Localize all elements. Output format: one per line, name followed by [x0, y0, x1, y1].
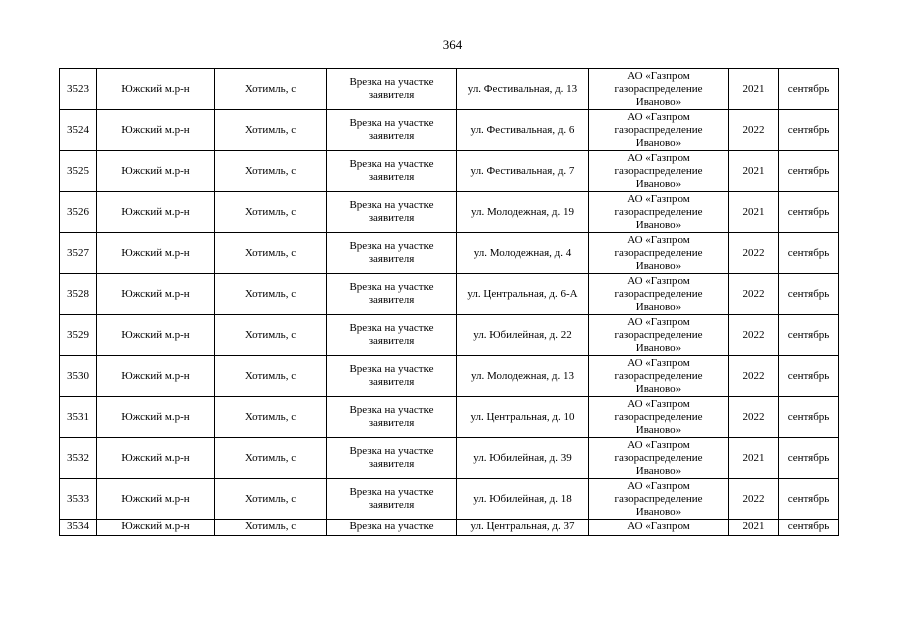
year-cell [729, 274, 779, 315]
address-cell-text: ул. Юбилейная, д. 18 [473, 492, 572, 505]
year-cell-text: 2021 [742, 164, 765, 177]
address-cell-text: ул. Центральная, д. 6-А [467, 287, 578, 300]
year-cell-text: 2021 [742, 520, 765, 532]
work-type-cell-text: Врезка на участке заявителя [349, 363, 434, 388]
work-type-cell [327, 110, 457, 151]
year-cell-text: 2022 [742, 246, 765, 259]
address-cell-text: ул. Фестивальная, д. 7 [470, 164, 575, 177]
district-cell [97, 233, 215, 274]
gas-connection-table [59, 68, 839, 536]
work-type-cell [327, 69, 457, 110]
year-cell [729, 110, 779, 151]
year-cell [729, 520, 779, 536]
row-number-cell [60, 397, 97, 438]
table-row [60, 356, 839, 397]
work-type-cell-text: Врезка на участке заявителя [349, 199, 434, 224]
row-number-cell [60, 356, 97, 397]
organization-cell [589, 151, 729, 192]
organization-cell [589, 69, 729, 110]
settlement-cell-text: Хотимль, с [244, 369, 297, 382]
row-number-cell [60, 274, 97, 315]
work-type-cell [327, 192, 457, 233]
table-row [60, 192, 839, 233]
settlement-cell [215, 520, 327, 536]
address-cell-text: ул. Фестивальная, д. 6 [470, 123, 575, 136]
settlement-cell [215, 397, 327, 438]
address-cell [457, 356, 589, 397]
district-cell [97, 110, 215, 151]
settlement-cell-text: Хотимль, с [244, 328, 297, 341]
settlement-cell-text: Хотимль, с [244, 287, 297, 300]
district-cell [97, 151, 215, 192]
row-number-cell-text: 3532 [67, 451, 89, 464]
settlement-cell-text: Хотимль, с [244, 520, 297, 532]
settlement-cell [215, 69, 327, 110]
organization-cell-text: АО «Газпром газораспределение Иваново» [614, 315, 703, 354]
district-cell [97, 397, 215, 438]
address-cell [457, 233, 589, 274]
row-number-cell [60, 69, 97, 110]
settlement-cell [215, 151, 327, 192]
row-number-cell [60, 438, 97, 479]
organization-cell-text: АО «Газпром газораспределение Иваново» [614, 479, 703, 518]
work-type-cell-text: Врезка на участке [349, 520, 434, 532]
work-type-cell-text: Врезка на участке заявителя [349, 404, 434, 429]
organization-cell-text: АО «Газпром газораспределение Иваново» [614, 356, 703, 395]
address-cell [457, 479, 589, 520]
row-number-cell-text: 3530 [67, 369, 89, 382]
month-cell-text: сентябрь [787, 287, 830, 300]
organization-cell [589, 438, 729, 479]
row-number-cell-text: 3527 [67, 246, 89, 259]
settlement-cell [215, 110, 327, 151]
district-cell [97, 69, 215, 110]
year-cell [729, 69, 779, 110]
year-cell [729, 397, 779, 438]
row-number-cell [60, 233, 97, 274]
month-cell [779, 69, 839, 110]
address-cell [457, 438, 589, 479]
organization-cell [589, 397, 729, 438]
address-cell-text: ул. Центральная, д. 37 [470, 520, 575, 532]
address-cell [457, 315, 589, 356]
month-cell [779, 233, 839, 274]
settlement-cell [215, 233, 327, 274]
district-cell-text: Южский м.р-н [121, 369, 190, 382]
table-row [60, 69, 839, 110]
year-cell-text: 2022 [742, 287, 765, 300]
table-row [60, 438, 839, 479]
month-cell-text: сентябрь [787, 82, 830, 95]
district-cell [97, 479, 215, 520]
row-number-cell-text: 3526 [67, 205, 89, 218]
month-cell-text: сентябрь [787, 328, 830, 341]
district-cell-text: Южский м.р-н [121, 246, 190, 259]
row-number-cell-text: 3528 [67, 287, 89, 300]
table-row [60, 479, 839, 520]
district-cell-text: Южский м.р-н [121, 287, 190, 300]
organization-cell [589, 192, 729, 233]
year-cell-text: 2021 [742, 82, 765, 95]
work-type-cell [327, 356, 457, 397]
address-cell-text: ул. Молодежная, д. 4 [473, 246, 572, 259]
work-type-cell [327, 233, 457, 274]
settlement-cell [215, 315, 327, 356]
table-row [60, 520, 839, 536]
district-cell-text: Южский м.р-н [121, 123, 190, 136]
row-number-cell-text: 3525 [67, 164, 89, 177]
address-cell [457, 397, 589, 438]
row-number-cell [60, 520, 97, 536]
month-cell-text: сентябрь [787, 164, 830, 177]
district-cell-text: Южский м.р-н [121, 82, 190, 95]
district-cell [97, 192, 215, 233]
district-cell [97, 520, 215, 536]
settlement-cell-text: Хотимль, с [244, 246, 297, 259]
year-cell-text: 2021 [742, 451, 765, 464]
year-cell [729, 438, 779, 479]
work-type-cell [327, 315, 457, 356]
month-cell [779, 192, 839, 233]
settlement-cell-text: Хотимль, с [244, 205, 297, 218]
organization-cell [589, 520, 729, 536]
address-cell-text: ул. Центральная, д. 10 [470, 410, 575, 423]
address-cell-text: ул. Фестивальная, д. 13 [467, 82, 578, 95]
month-cell [779, 151, 839, 192]
address-cell-text: ул. Молодежная, д. 13 [470, 369, 575, 382]
year-cell-text: 2022 [742, 328, 765, 341]
row-number-cell [60, 151, 97, 192]
year-cell [729, 192, 779, 233]
row-number-cell-text: 3523 [67, 82, 89, 95]
row-number-cell-text: 3529 [67, 328, 89, 341]
organization-cell-text: АО «Газпром газораспределение Иваново» [614, 397, 703, 436]
district-cell [97, 274, 215, 315]
year-cell [729, 356, 779, 397]
organization-cell-text: АО «Газпром [627, 520, 690, 532]
year-cell-text: 2022 [742, 369, 765, 382]
month-cell-text: сентябрь [787, 369, 830, 382]
address-cell [457, 69, 589, 110]
organization-cell-text: АО «Газпром газораспределение Иваново» [614, 110, 703, 149]
table-row [60, 110, 839, 151]
month-cell [779, 397, 839, 438]
table-row [60, 397, 839, 438]
work-type-cell-text: Врезка на участке заявителя [349, 158, 434, 183]
address-cell [457, 520, 589, 536]
district-cell [97, 438, 215, 479]
work-type-cell-text: Врезка на участке заявителя [349, 76, 434, 101]
settlement-cell [215, 192, 327, 233]
row-number-cell-text: 3533 [67, 492, 89, 505]
address-cell-text: ул. Юбилейная, д. 39 [473, 451, 572, 464]
month-cell-text: сентябрь [787, 410, 830, 423]
settlement-cell [215, 356, 327, 397]
settlement-cell-text: Хотимль, с [244, 451, 297, 464]
year-cell-text: 2022 [742, 492, 765, 505]
row-number-cell [60, 110, 97, 151]
row-number-cell [60, 315, 97, 356]
district-cell-text: Южский м.р-н [121, 410, 190, 423]
row-number-cell [60, 479, 97, 520]
district-cell-text: Южский м.р-н [121, 328, 190, 341]
settlement-cell-text: Хотимль, с [244, 410, 297, 423]
work-type-cell-text: Врезка на участке заявителя [349, 240, 434, 265]
organization-cell-text: АО «Газпром газораспределение Иваново» [614, 438, 703, 477]
month-cell [779, 479, 839, 520]
year-cell-text: 2022 [742, 410, 765, 423]
month-cell-text: сентябрь [787, 246, 830, 259]
organization-cell-text: АО «Газпром газораспределение Иваново» [614, 151, 703, 190]
organization-cell [589, 274, 729, 315]
organization-cell [589, 315, 729, 356]
organization-cell-text: АО «Газпром газораспределение Иваново» [614, 69, 703, 108]
month-cell-text: сентябрь [787, 520, 830, 532]
address-cell-text: ул. Юбилейная, д. 22 [473, 328, 572, 341]
work-type-cell [327, 438, 457, 479]
district-cell-text: Южский м.р-н [121, 492, 190, 505]
address-cell-text: ул. Молодежная, д. 19 [470, 205, 575, 218]
work-type-cell-text: Врезка на участке заявителя [349, 281, 434, 306]
month-cell-text: сентябрь [787, 205, 830, 218]
settlement-cell-text: Хотимль, с [244, 492, 297, 505]
month-cell [779, 315, 839, 356]
organization-cell [589, 479, 729, 520]
month-cell [779, 356, 839, 397]
settlement-cell-text: Хотимль, с [244, 123, 297, 136]
year-cell [729, 233, 779, 274]
organization-cell [589, 110, 729, 151]
address-cell [457, 151, 589, 192]
month-cell-text: сентябрь [787, 492, 830, 505]
address-cell [457, 192, 589, 233]
settlement-cell [215, 479, 327, 520]
district-cell [97, 315, 215, 356]
address-cell [457, 274, 589, 315]
settlement-cell [215, 438, 327, 479]
work-type-cell [327, 274, 457, 315]
settlement-cell-text: Хотимль, с [244, 82, 297, 95]
table-row [60, 151, 839, 192]
month-cell [779, 274, 839, 315]
district-cell-text: Южский м.р-н [121, 451, 190, 464]
year-cell [729, 151, 779, 192]
work-type-cell-text: Врезка на участке заявителя [349, 445, 434, 470]
settlement-cell-text: Хотимль, с [244, 164, 297, 177]
organization-cell [589, 356, 729, 397]
work-type-cell-text: Врезка на участке заявителя [349, 322, 434, 347]
year-cell [729, 479, 779, 520]
address-cell [457, 110, 589, 151]
year-cell [729, 315, 779, 356]
page-number: 364 [442, 37, 463, 52]
work-type-cell [327, 397, 457, 438]
organization-cell-text: АО «Газпром газораспределение Иваново» [614, 233, 703, 272]
month-cell [779, 438, 839, 479]
row-number-cell-text: 3534 [67, 520, 89, 532]
table-row [60, 233, 839, 274]
work-type-cell-text: Врезка на участке заявителя [349, 117, 434, 142]
year-cell-text: 2021 [742, 205, 765, 218]
district-cell-text: Южский м.р-н [121, 205, 190, 218]
month-cell [779, 520, 839, 536]
district-cell-text: Южский м.р-н [121, 520, 190, 532]
work-type-cell [327, 520, 457, 536]
settlement-cell [215, 274, 327, 315]
year-cell-text: 2022 [742, 123, 765, 136]
organization-cell-text: АО «Газпром газораспределение Иваново» [614, 274, 703, 313]
table-row [60, 315, 839, 356]
work-type-cell [327, 151, 457, 192]
district-cell [97, 356, 215, 397]
district-cell-text: Южский м.р-н [121, 164, 190, 177]
work-type-cell-text: Врезка на участке заявителя [349, 486, 434, 511]
organization-cell [589, 233, 729, 274]
month-cell-text: сентябрь [787, 451, 830, 464]
row-number-cell [60, 192, 97, 233]
table-row [60, 274, 839, 315]
month-cell [779, 110, 839, 151]
month-cell-text: сентябрь [787, 123, 830, 136]
row-number-cell-text: 3531 [67, 410, 89, 423]
work-type-cell [327, 479, 457, 520]
row-number-cell-text: 3524 [67, 123, 89, 136]
organization-cell-text: АО «Газпром газораспределение Иваново» [614, 192, 703, 231]
